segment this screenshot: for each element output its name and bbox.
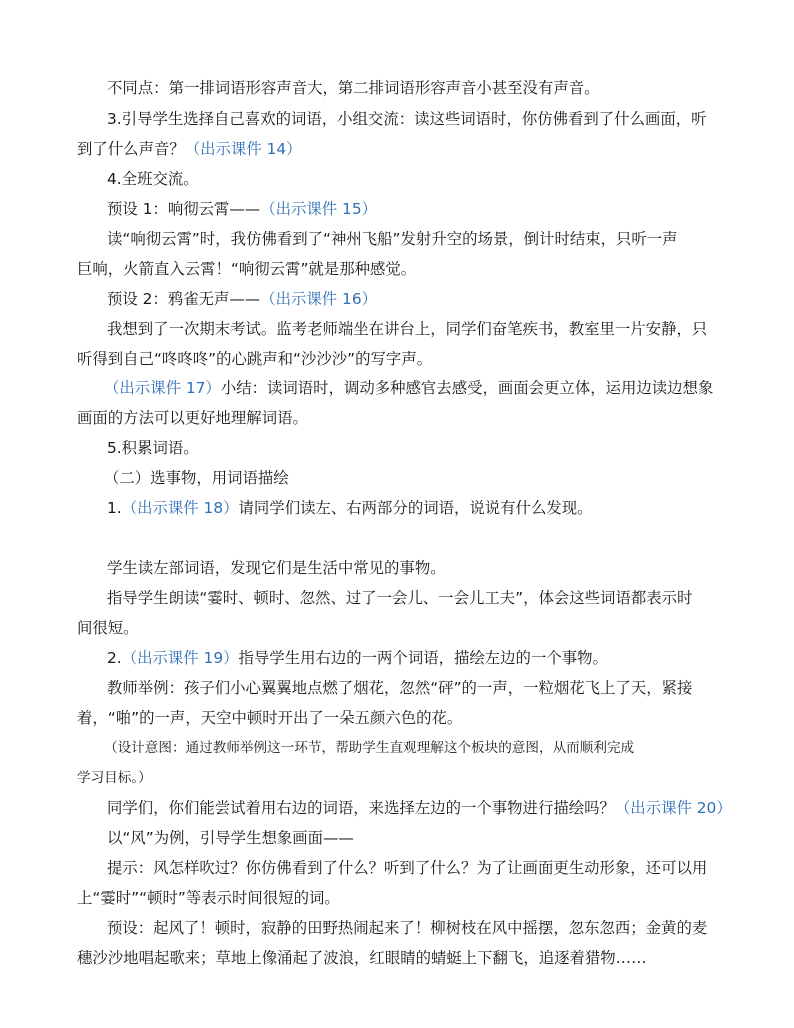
section-heading <box>104 467 289 489</box>
text-line <box>107 827 354 849</box>
text-line <box>107 318 707 340</box>
text-segment: 1. <box>107 499 122 517</box>
text-line <box>107 647 608 669</box>
text-segment: 巨响，火箭直入云霄！“响彻云霄”就是那种感觉。 <box>77 260 417 278</box>
text-line <box>107 497 593 519</box>
courseware-reference: （出示课件 16） <box>260 290 378 308</box>
text-segment: 穗沙沙地唱起歌来；草地上像涌起了波浪，红眼睛的蜻蜓上下翻飞，追逐着猎物…… <box>77 949 647 967</box>
text-segment: 到了什么声音？ <box>77 140 185 158</box>
courseware-reference: （出示课件 15） <box>260 200 378 218</box>
text-line <box>77 617 139 639</box>
text-segment: 画面的方法可以更好地理解词语。 <box>77 409 308 427</box>
courseware-reference: （出示课件 17） <box>104 379 221 397</box>
text-line <box>107 557 446 579</box>
text-segment: 预设 1：响彻云霄—— <box>107 200 261 218</box>
text-segment: 预设：起风了！顿时，寂静的田野热闹起来了！柳树枝在风中摇摆，忽东忽西；金黄的麦 <box>107 919 708 937</box>
text-line <box>77 407 308 429</box>
text-line <box>107 168 199 190</box>
design-intent-note <box>104 737 634 759</box>
text-segment: 预设 2：鸦雀无声—— <box>107 290 261 308</box>
text-segment: 小结：读词语时，调动多种感官去感受，画面会更立体，运用边读边想象 <box>220 379 714 397</box>
text-segment: 以“风”为例，引导学生想象画面—— <box>107 829 354 847</box>
text-segment: 着，“啪”的一声，天空中顿时开出了一朵五颜六色的花。 <box>77 709 463 727</box>
text-segment: 提示：风怎样吹过？你仿佛看到了什么？听到了什么？为了让画面更生动形象，还可以用 <box>107 859 708 877</box>
text-segment: 学生读左部词语，发现它们是生活中常见的事物。 <box>107 559 446 577</box>
text-line <box>104 377 713 399</box>
text-segment: 请同学们读左、右两部分的词语，说说有什么发现。 <box>238 499 593 517</box>
text-line <box>77 887 340 909</box>
text-line <box>107 857 707 879</box>
text-segment: 学习目标。） <box>77 770 152 786</box>
courseware-reference: （出示课件 19） <box>121 649 239 667</box>
text-line <box>107 228 678 250</box>
text-segment: 教师举例：孩子们小心翼翼地点燃了烟花，忽然“砰”的一声，一粒烟花飞上了天，紧接 <box>107 679 693 697</box>
text-segment: 间很短。 <box>77 619 139 637</box>
text-segment: 指导学生用右边的一两个词语，描绘左边的一个事物。 <box>238 649 608 667</box>
text-segment: 同学们，你们能尝试着用右边的词语，来选择左边的一个事物进行描绘吗？ <box>107 799 615 817</box>
text-line <box>77 348 432 370</box>
courseware-reference: （出示课件 14） <box>184 140 302 158</box>
text-line <box>107 77 600 99</box>
text-segment: 听得到自己“咚咚咚”的心跳声和“沙沙沙”的写字声。 <box>77 350 433 368</box>
text-segment: 4.全班交流。 <box>107 170 199 188</box>
text-line <box>107 587 692 609</box>
text-line <box>107 797 732 819</box>
text-line <box>77 258 416 280</box>
text-line <box>107 108 707 130</box>
text-segment: 我想到了一次期末考试。监考老师端坐在讲台上，同学们奋笔疾书，教室里一片安静，只 <box>107 320 708 338</box>
text-segment: 上“霎时”“顿时”等表示时间很短的词。 <box>77 889 340 907</box>
text-line <box>107 288 377 310</box>
text-line <box>107 677 692 699</box>
text-segment: 2. <box>107 649 122 667</box>
text-line <box>107 198 377 220</box>
text-segment: 读“响彻云霄”时，我仿佛看到了“神州飞船”发射升空的场景，倒计时结束，只听一声 <box>107 230 678 248</box>
courseware-reference: （出示课件 20） <box>614 799 732 817</box>
text-segment: （设计意图：通过教师举例这一环节，帮助学生直观理解这个板块的意图，从而顺利完成 <box>104 740 635 756</box>
courseware-reference: （出示课件 18） <box>121 499 239 517</box>
text-line <box>77 707 462 729</box>
text-segment: 不同点：第一排词语形容声音大，第二排词语形容声音小甚至没有声音。 <box>107 79 600 97</box>
text-line <box>107 917 707 939</box>
text-segment: （二）选事物，用词语描绘 <box>104 469 289 487</box>
text-segment: 5.积累词语。 <box>107 439 199 457</box>
text-line <box>77 947 646 969</box>
text-line <box>77 138 302 160</box>
design-intent-note <box>77 767 152 789</box>
text-segment: 3.引导学生选择自己喜欢的词语，小组交流：读这些词语时，你仿佛看到了什么画面，听 <box>107 110 707 128</box>
text-segment: 指导学生朗读“霎时、顿时、忽然、过了一会儿、一会儿工夫”，体会这些词语都表示时 <box>107 589 693 607</box>
text-line <box>107 437 199 459</box>
